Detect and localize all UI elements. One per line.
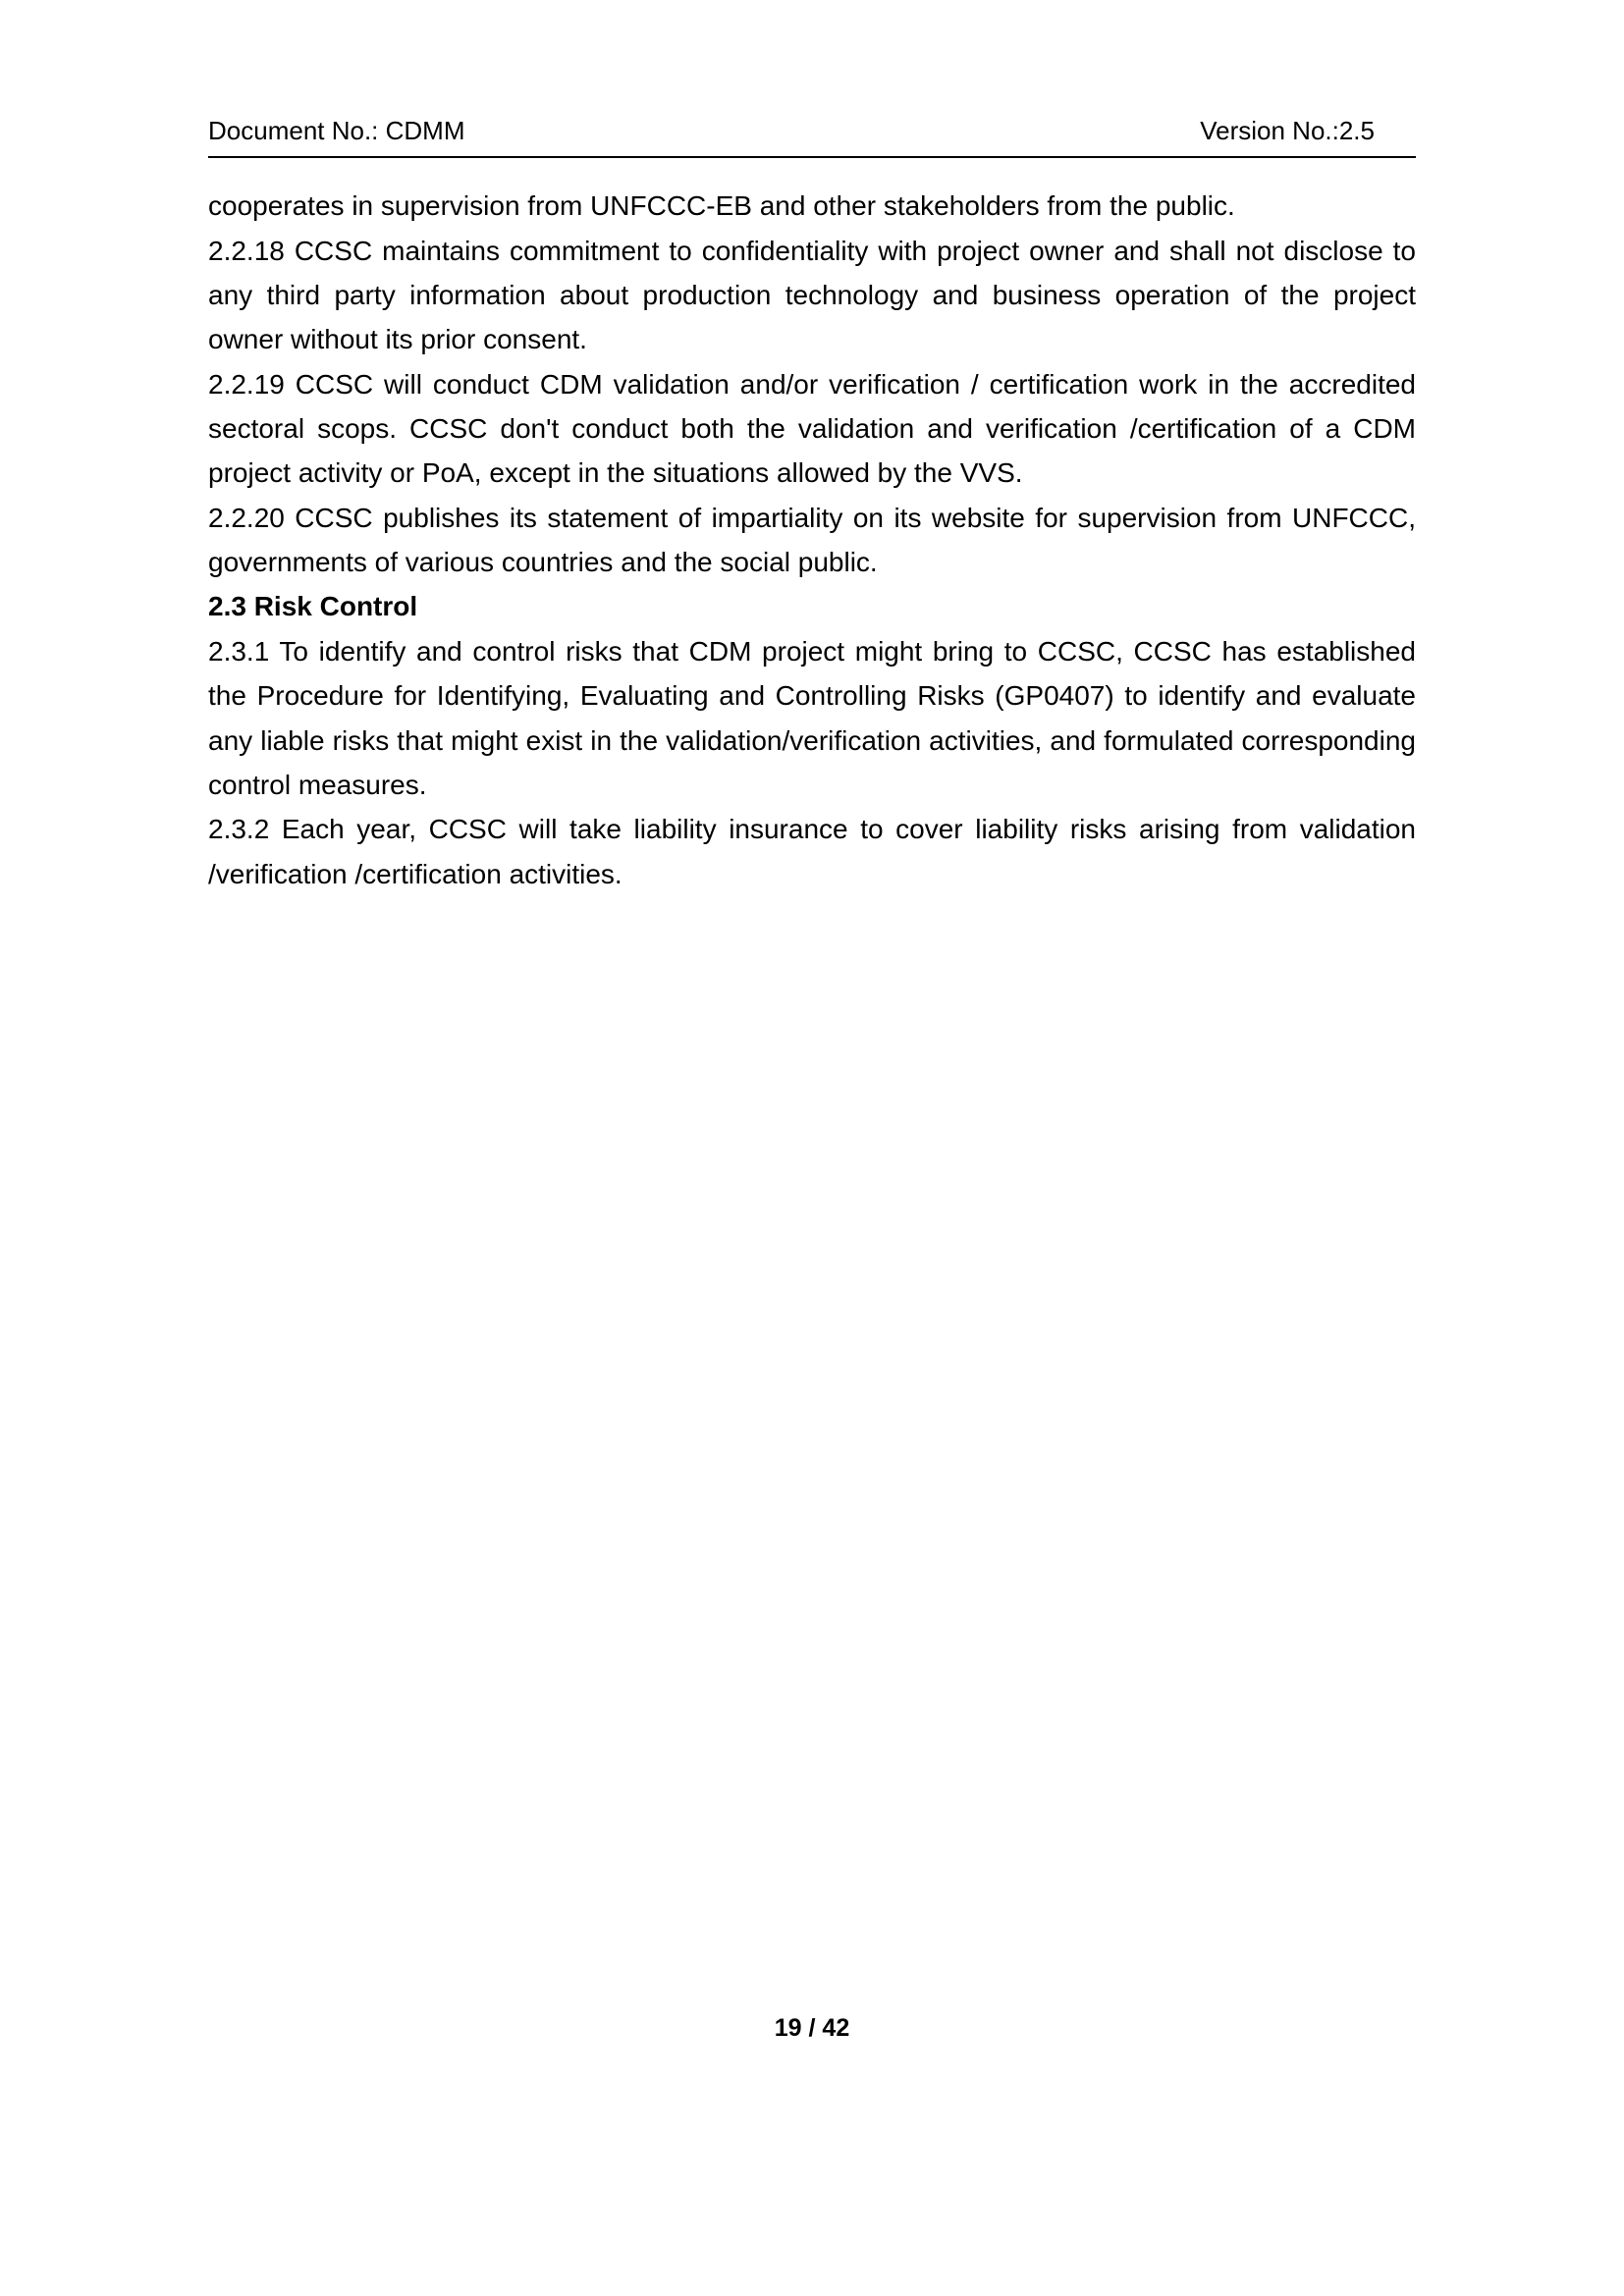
paragraph: 2.2.18 CCSC maintains commitment to confidentiality with project owner and shall not disclose to any third party information about production technology and business operation of the project owner without its prior consent. bbox=[208, 235, 1416, 355]
paragraph: 2.2.19 CCSC will conduct CDM validation and/or verification / certification work in the accredited sectoral scops. CCSC don't conduct both the validation and verification /certification of a CDM project activity or PoA, except in the situations allowed by the VVS. bbox=[208, 368, 1416, 489]
paragraph: cooperates in supervision from UNFCCC-EB and other stakeholders from the public. bbox=[208, 190, 1235, 222]
footer-separator: / bbox=[808, 2014, 816, 2042]
paragraph: 2.2.20 CCSC publishes its statement of impartiality on its website for supervision from UNFCCC, governments of various countries and the social public. bbox=[208, 502, 1416, 578]
paragraph: 2.3.2 Each year, CCSC will take liability insurance to cover liability risks arising from validation /verification /certification activities. bbox=[208, 814, 1416, 889]
page-header bbox=[208, 116, 1416, 158]
header-version-no: Version No.:2.5 bbox=[1200, 116, 1375, 145]
footer-total-pages: 42 bbox=[822, 2014, 850, 2042]
body-text bbox=[208, 184, 1416, 896]
paragraph: 2.3.1 To identify and control risks that CDM project might bring to CCSC, CCSC has established the Procedure for Identifying, Evaluating and Controlling Risks (GP0407) to identify and evaluate any liable risks that might exist in the validation/verification activities, and formulated corresponding control measures. bbox=[208, 635, 1416, 800]
page-content bbox=[208, 116, 1416, 896]
header-document-no: Document No.: CDMM bbox=[208, 116, 465, 145]
footer-page-number: 19 bbox=[774, 2014, 802, 2042]
page-footer bbox=[0, 2014, 1624, 2043]
section-heading-risk-control: 2.3 Risk Control bbox=[208, 591, 418, 622]
